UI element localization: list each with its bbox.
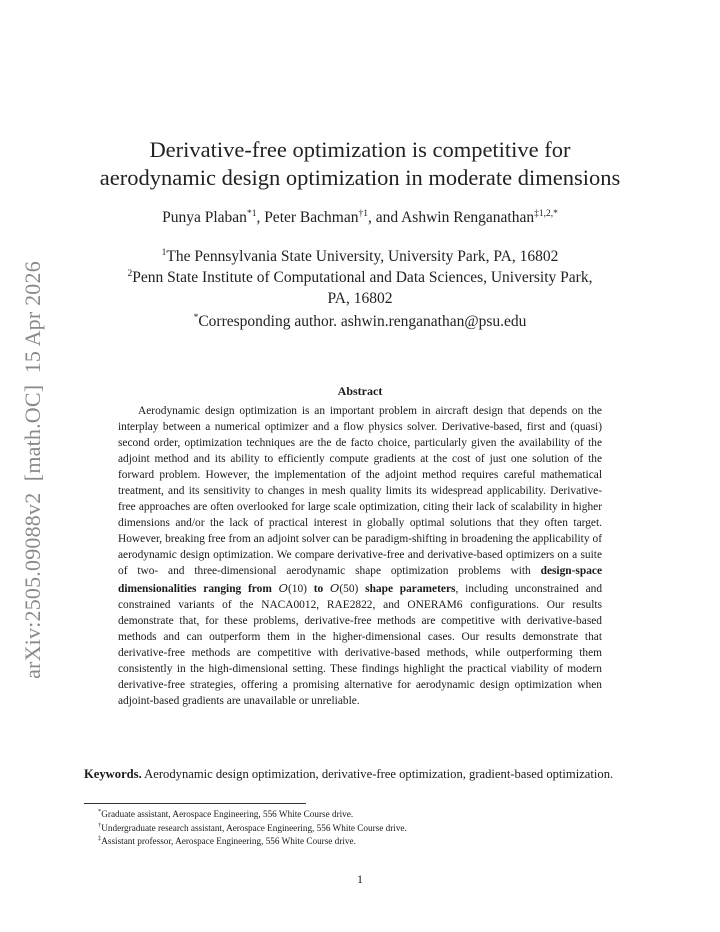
abstract-body (118, 403, 602, 709)
affiliation (60, 246, 660, 267)
footnote (98, 822, 618, 836)
affiliation-continued (60, 288, 660, 309)
footnote-text: Assistant professor, Aerospace Engineering, 556 White Course drive. (101, 836, 356, 847)
author-separator: , and (367, 209, 402, 226)
footnote-marker: ‡ (98, 835, 102, 843)
author-marker: †1 (358, 209, 368, 219)
arxiv-watermark (12, 0, 54, 932)
affiliation-marker: 2 (127, 269, 133, 279)
footnote (98, 835, 618, 849)
footnotes (98, 808, 618, 849)
abstract-text-start: Aerodynamic design optimization is an important problem in aircraft design that depends on the interplay between a numerical optimizer and a flow physics solver. Derivative-based, first and (quasi) second order, optimization techniques are the de facto choice, particularly given the availability of the adjoint method and its ability to efficiently compute gradients at the cost of just one solution of the forward problem. However, the implementation of the adjoint method requires careful mathematical treatment, and its sensitivity to changes in mesh quality limits its widespread applicability. Derivative-free approaches are often overlooked for large scale optimization, citing their lack of scalability in higher dimensions and/or the lack of practical interest in globally optimal solutions that they often target. However, breaking free from an adjoint solver can be paradigm-shifting in broadening the applicability of aerodynamic design optimization. We compare derivative-free and derivative-based optimizers on a suite of two- and three-dimensional aerodynamic shape optimization problems with (118, 405, 602, 578)
corresponding-text: Corresponding author. ashwin.renganathan@psu.edu (198, 313, 527, 330)
affiliation-marker: 1 (161, 248, 167, 258)
title-line-2: aerodynamic design optimization in moderate dimensions (99, 165, 621, 190)
author-marker: *1 (246, 209, 257, 219)
bold-text: to (306, 582, 331, 595)
bold-text: shape parameters (358, 582, 456, 595)
author-marker: ‡1,2,* (534, 209, 558, 219)
keywords-text: Aerodynamic design optimization, derivative-free optimization, gradient-based optimization. (141, 767, 614, 781)
title-line-1: Derivative-free optimization is competitive for (149, 137, 571, 162)
arxiv-identifier: arXiv:2505.09088v2 [math.OC] 15 Apr 2026 (20, 261, 45, 679)
affiliation-text: The Pennsylvania State University, University Park, PA, 16802 (166, 248, 559, 265)
affiliation-text: PA, 16802 (327, 290, 393, 307)
big-o-symbol: O (330, 580, 340, 595)
author-name: Ashwin Renganathan (401, 209, 535, 226)
keywords-label: Keywords. (84, 767, 142, 781)
corresponding-marker: * (193, 313, 199, 323)
author-separator: , (256, 209, 265, 226)
abstract-heading: Abstract (337, 384, 383, 398)
affiliation (60, 267, 660, 288)
keywords (84, 766, 636, 783)
page-number: 1 (357, 872, 363, 886)
bold-text: design-space dimensionalities ranging from (118, 565, 602, 595)
footnote-text: Graduate assistant, Aerospace Engineering, 556 White Course drive. (101, 809, 354, 819)
footnote-marker: * (98, 808, 102, 815)
big-o-symbol: O (278, 580, 288, 595)
footnote-text: Undergraduate research assistant, Aerospace Engineering, 556 White Course drive. (101, 822, 407, 833)
corresponding-author (60, 311, 660, 332)
footnote-rule (84, 803, 306, 804)
abstract-text-end: , including unconstrained and constrained variants of the NACA0012, RAE2822, and ONERAM6 configurations. Our results demonstrate that, for these problems, derivative-free methods are competitive with derivative-based methods and can outperform them in the higher-dimensional cases. Our results demonstrate that derivative-free methods are competitive with derivative-based methods, while outperforming them consistently in the high-dimensional setting. These findings highlight the practical viability of modern derivative-free strategies, offering a promising alternative for aerodynamic design optimization when adjoint-based gradients are unavailable or unreliable. (118, 582, 603, 707)
paper-title (60, 136, 660, 192)
footnote (98, 808, 618, 822)
big-o-argument: (10) (287, 582, 307, 595)
footnote-marker: † (98, 821, 102, 829)
affiliation-text: Penn State Institute of Computational and Data Sciences, University Park, (132, 269, 593, 286)
big-o-argument: (50) (339, 582, 359, 595)
author-name: Peter Bachman (264, 209, 359, 226)
author-list (60, 209, 660, 227)
author-name: Punya Plaban (162, 209, 247, 226)
